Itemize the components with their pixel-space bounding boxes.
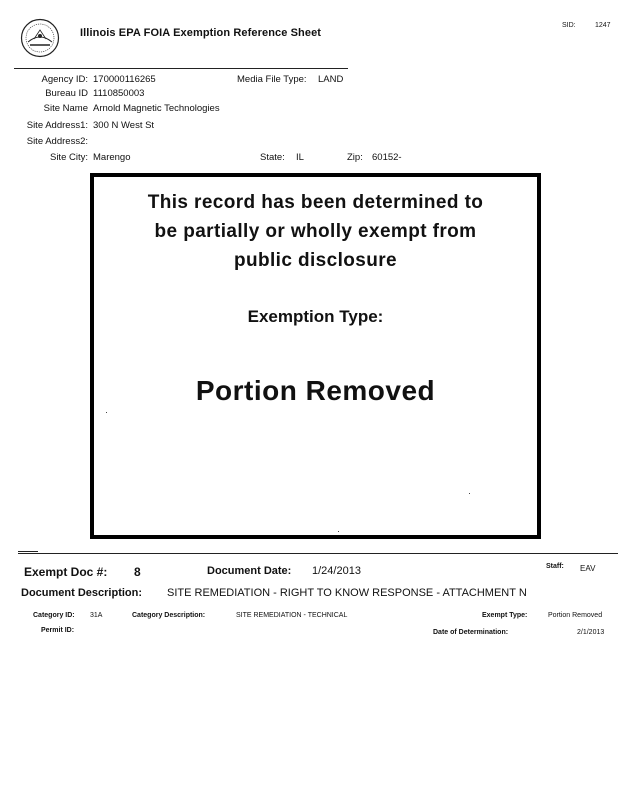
category-description-label: Category Description: (132, 612, 206, 619)
notice-line-1: This record has been determined to (147, 192, 484, 213)
agency-id-value: 170000116265 (93, 74, 156, 85)
site-city-value: Marengo (93, 152, 131, 163)
bureau-id-value: 1110850003 (93, 88, 145, 99)
category-id-value: 31A (90, 612, 103, 619)
media-file-type-value: LAND (318, 74, 344, 85)
document-description-label: Document Description: (21, 587, 143, 599)
site-city-label: Site City: (49, 152, 88, 163)
staff-value: EAV (580, 564, 596, 573)
exempt-doc-label: Exempt Doc #: (24, 565, 108, 579)
media-file-type-label: Media File Type: (237, 74, 307, 85)
state-label: State: (260, 152, 285, 163)
exempt-doc-number: 8 (134, 565, 141, 579)
illinois-epa-seal-icon (20, 18, 60, 58)
sheet-title: Illinois EPA FOIA Exemption Reference Sheet (80, 27, 322, 39)
header-divider (14, 68, 348, 69)
notice-line-3: public disclosure (233, 250, 398, 271)
category-description-value: SITE REMEDIATION - TECHNICAL (236, 612, 348, 619)
sid-label: SID: (562, 22, 576, 29)
zip-label: Zip: (347, 152, 363, 163)
scan-speck (338, 531, 339, 532)
permit-id-label: Permit ID: (41, 627, 75, 634)
scan-speck (469, 493, 470, 494)
sid-value: 1247 (595, 22, 611, 29)
agency-id-label: Agency ID: (41, 74, 88, 85)
site-address1-label: Site Address1: (26, 120, 88, 131)
exempt-type-value: Portion Removed (548, 612, 603, 619)
document-date-value: 1/24/2013 (312, 565, 361, 577)
exempt-type-label: Exempt Type: (482, 612, 528, 619)
document-date-label: Document Date: (207, 565, 292, 577)
exemption-type-heading: Exemption Type: (247, 307, 384, 326)
zip-value: 60152- (372, 152, 402, 163)
notice-line-2: be partially or wholly exempt from (154, 221, 477, 242)
exemption-notice-box (90, 173, 541, 539)
staff-label: Staff: (546, 563, 564, 570)
site-name-label: Site Name (43, 103, 88, 114)
site-address1-value: 300 N West St (93, 120, 155, 131)
site-address2-label: Site Address2: (26, 136, 88, 147)
document-divider (18, 553, 618, 554)
state-value: IL (296, 152, 304, 163)
exemption-type-value: Portion Removed (195, 375, 436, 406)
date-of-determination-value: 2/1/2013 (577, 629, 605, 636)
document-description-value: SITE REMEDIATION - RIGHT TO KNOW RESPONSE - ATTACHMENT N (167, 587, 527, 599)
site-name-value: Arnold Magnetic Technologies (93, 103, 220, 114)
bureau-id-label: Bureau ID (45, 88, 88, 99)
category-id-label: Category ID: (33, 612, 75, 619)
scan-speck (106, 412, 107, 413)
divider-tick (18, 551, 38, 552)
date-of-determination-label: Date of Determination: (433, 629, 509, 636)
